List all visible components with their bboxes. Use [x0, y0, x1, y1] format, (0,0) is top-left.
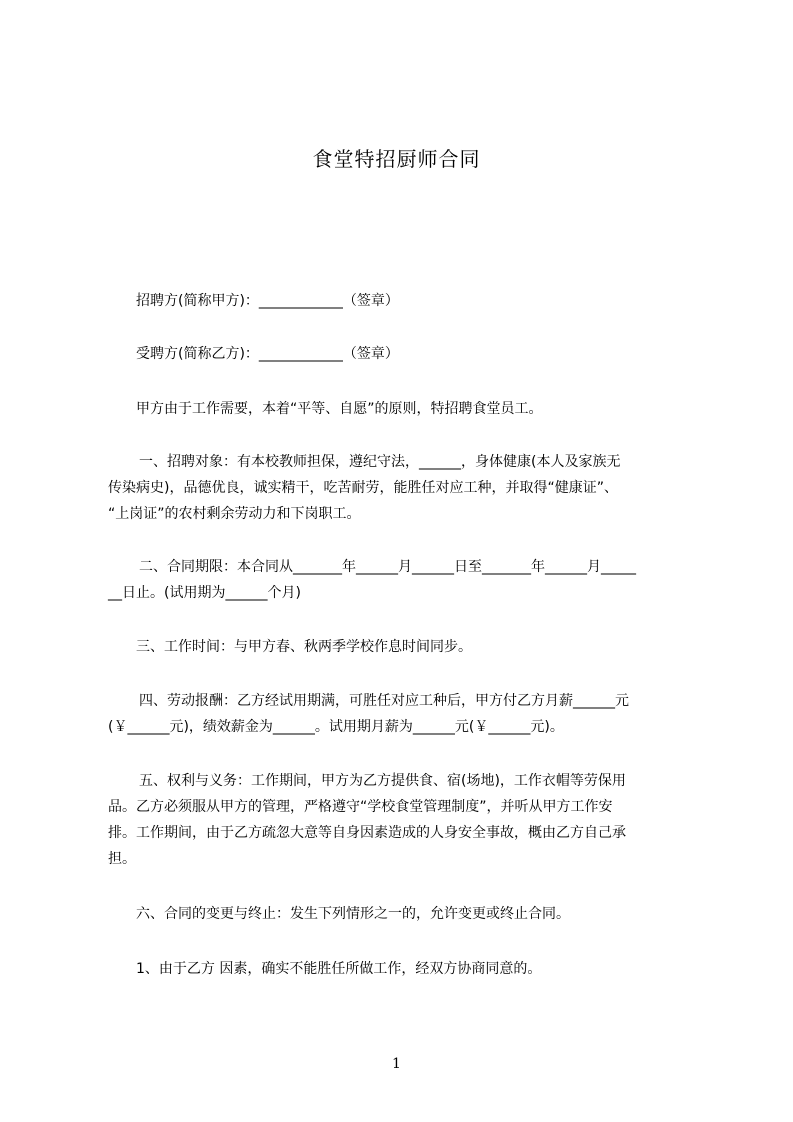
section-4-line: (￥______元)，绩效薪金为______。试用期月薪为______元(￥______元)。: [108, 719, 564, 735]
section-1-recruitment-target: [108, 449, 702, 527]
document-title: 食堂特招厨师合同: [312, 147, 481, 171]
party-a-line: 招聘方(简称甲方)：____________（签章）: [136, 293, 399, 309]
section-6-item-1: 1、由于乙方 因素，确实不能胜任所做工作，经双方协商同意的。: [136, 961, 542, 977]
page-number: 1: [392, 1056, 401, 1072]
section-5-line: 排。工作期间，由于乙方疏忽大意等自身因素造成的人身安全事故，概由乙方自己承: [108, 825, 626, 841]
party-b-line: 受聘方(简称乙方)：____________（签章）: [136, 346, 399, 362]
section-1-line: 传染病史)，品德优良，诚实精干，吃苦耐劳，能胜任对应工种，并取得“健康证”、: [108, 480, 618, 496]
section-2-line: __日止。(试用期为______个月): [108, 585, 301, 601]
section-5-line: 担。: [108, 851, 136, 867]
section-2-contract-term: [108, 554, 702, 606]
section-4-line: 四、劳动报酬：乙方经试用期满，可胜任对应工种后，甲方付乙方月薪______元: [139, 693, 629, 709]
section-3-working-hours: 三、工作时间：与甲方春、秋两季学校作息时间同步。: [136, 639, 472, 655]
section-6-change-termination: 六、合同的变更与终止：发生下列情形之一的，允许变更或终止合同。: [136, 906, 570, 922]
section-5-rights-obligations: [108, 768, 702, 872]
section-4-remuneration: [108, 688, 702, 740]
section-5-line: 五、权利与义务：工作期间，甲方为乙方提供食、宿(场地)，工作衣帽等劳保用: [139, 773, 626, 789]
section-1-line: 一、招聘对象：有本校教师担保，遵纪守法，______，身体健康(本人及家族无: [139, 454, 621, 470]
section-5-line: 品。乙方必须服从甲方的管理，严格遵守“学校食堂管理制度”，并听从甲方工作安: [108, 799, 613, 815]
section-1-line: “上岗证”的农村剩余劳动力和下岗职工。: [108, 506, 361, 522]
section-2-line: 二、合同期限：本合同从_______年______月______日至_______年______月_____: [139, 559, 636, 575]
intro-paragraph: 甲方由于工作需要，本着“平等、自愿”的原则，特招聘食堂员工。: [136, 401, 543, 417]
